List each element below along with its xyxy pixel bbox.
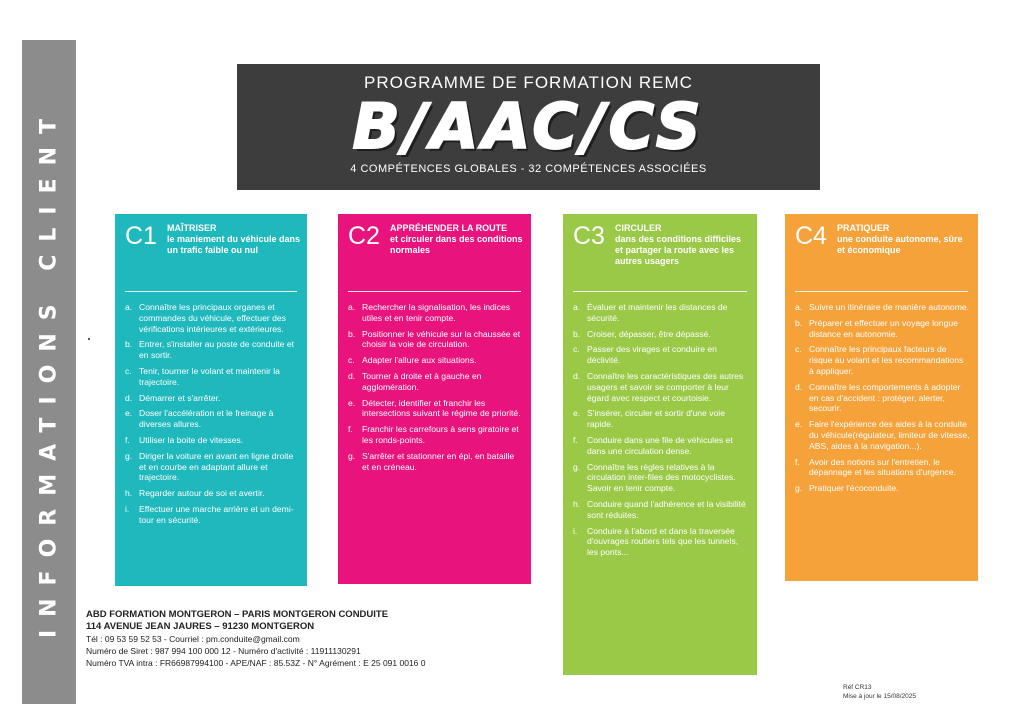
skill-item <box>125 488 299 499</box>
skill-text: Rechercher la signalisation, les indices utiles et en tenir compte. <box>362 302 511 323</box>
card-code: C1 <box>125 222 157 250</box>
update-date: Mise à jour le 15/08/2025 <box>843 693 916 700</box>
skill-item <box>573 408 749 430</box>
card-heading <box>615 223 751 267</box>
card-divider <box>795 291 968 292</box>
card-divider <box>348 291 521 292</box>
skill-item <box>125 393 299 404</box>
skill-marker: g. <box>348 450 356 461</box>
program-banner <box>237 64 820 190</box>
skill-item <box>125 302 299 334</box>
skill-text: Avoir des notions sur l'entretien, le dépannage et les situations d'urgence. <box>809 456 956 478</box>
card-heading <box>390 223 525 256</box>
skill-marker: b. <box>125 339 133 350</box>
skill-item <box>795 318 970 340</box>
skill-marker: a. <box>573 302 581 312</box>
skill-item <box>573 526 749 558</box>
skill-text: Tourner à droite et à gauche en agglomération. <box>362 370 482 392</box>
skill-marker: h. <box>573 498 581 509</box>
skill-text: Évaluer et maintenir les distances de sécurité. <box>587 302 728 323</box>
company-address: 114 AVENUE JEAN JAURES – 91230 MONTGERON <box>86 621 315 632</box>
skill-text: Connaître les principaux organes et commandes du véhicule, effectuer des vérifications intérieures et extérieures. <box>139 302 286 334</box>
company-vat: Numéro TVA intra : FR66987994100 - APE/NAF : 85.53Z - N° Agrément : E 25 091 0016 0 <box>86 658 426 668</box>
side-label: INFORMATIONS CLIENT <box>36 105 62 639</box>
skill-text: Démarrer et s'arrêter. <box>139 392 221 403</box>
skill-text: Suivre un itinéraire de manière autonome. <box>809 302 970 312</box>
skill-list <box>573 302 749 563</box>
skill-item <box>348 424 523 446</box>
skill-text: Connaître les règles relatives à la circulation inter-files des motocyclistes. Savoir en tenir compte. <box>587 461 736 494</box>
skill-item <box>795 344 970 376</box>
skill-marker: i. <box>573 525 578 536</box>
skill-item <box>125 339 299 361</box>
skill-item <box>795 483 970 494</box>
skill-text: Entrer, s'installer au poste de conduite et en sortir. <box>139 339 294 361</box>
skill-text: Croiser, dépasser, être dépassé. <box>587 328 711 339</box>
competence-card-c1 <box>115 214 307 586</box>
skill-item <box>573 302 749 324</box>
skill-item <box>795 457 970 479</box>
skill-marker: b. <box>348 328 356 339</box>
skill-marker: d. <box>795 381 803 392</box>
skill-marker: f. <box>125 434 130 445</box>
skill-item <box>348 398 523 420</box>
card-code: C4 <box>795 222 827 250</box>
skill-item <box>348 371 523 393</box>
company-siret: Numéro de Siret : 987 994 100 000 12 - Numéro d'activité : 11911130291 <box>86 646 361 656</box>
company-info <box>86 609 426 669</box>
skill-text: Effectuer une marche arrière et un demi-tour en sécurité. <box>139 503 294 525</box>
skill-text: Connaître les comportements à adopter en cas d'accident : protéger, alerter, secourir. <box>809 381 961 414</box>
skill-marker: e. <box>573 408 581 419</box>
skill-marker: f. <box>348 424 353 435</box>
banner-title: PROGRAMME DE FORMATION REMC <box>364 73 693 92</box>
skill-item <box>573 435 749 457</box>
card-title: MAÎTRISER <box>167 223 217 233</box>
skill-list <box>125 302 299 531</box>
skill-text: Connaître les caractéristiques des autres usagers et savoir se comporter à leur égard avec respect et courtoisie. <box>587 370 744 403</box>
skill-item <box>348 451 523 473</box>
skill-text: Regarder autour de soi et avertir. <box>139 488 265 499</box>
side-label-bar <box>22 40 76 704</box>
card-title: PRATIQUER <box>837 223 890 233</box>
card-title: APPRÉHENDER LA ROUTE <box>390 223 508 233</box>
skill-marker: d. <box>125 392 133 403</box>
skill-marker: c. <box>573 344 580 355</box>
stray-dot <box>88 338 90 340</box>
card-heading <box>837 223 972 256</box>
skill-marker: c. <box>125 365 132 376</box>
skill-text: Tenir, tourner le volant et maintenir la trajectoire. <box>139 365 280 387</box>
banner-big-title: B/AAC/CS <box>352 90 705 163</box>
skill-marker: c. <box>795 344 802 355</box>
skill-text: Franchir les carrefours à sens giratoire et les ronds-points. <box>362 424 519 445</box>
skill-text: Adapter l'allure aux situations. <box>362 355 477 366</box>
skill-marker: a. <box>348 302 356 312</box>
skill-item <box>125 366 299 388</box>
skill-text: Préparer et effectuer un voyage longue distance en autonomie. <box>809 317 958 339</box>
card-subtitle: et circuler dans des conditions normales <box>390 234 523 255</box>
skill-item <box>125 435 299 446</box>
skill-text: Pratiquer l'écoconduite. <box>809 483 899 494</box>
skill-item <box>573 499 749 521</box>
skill-item <box>125 504 299 526</box>
competence-card-c3 <box>563 214 757 675</box>
skill-item <box>795 382 970 414</box>
competence-card-c2 <box>338 214 531 584</box>
skill-item <box>348 302 523 324</box>
skill-marker: g. <box>795 483 803 494</box>
card-subtitle: une conduite autonome, sûre et économique <box>837 234 963 255</box>
skill-text: S'insérer, circuler et sortir d'une voie rapide. <box>587 408 725 430</box>
skill-marker: h. <box>125 488 133 499</box>
skill-item <box>573 329 749 340</box>
skill-item <box>125 451 299 483</box>
skill-item <box>125 408 299 430</box>
card-code: C2 <box>348 222 380 250</box>
skill-marker: g. <box>573 461 581 472</box>
skill-item <box>348 329 523 351</box>
skill-text: Utiliser la boite de vitesses. <box>139 434 244 445</box>
skill-marker: e. <box>795 419 803 430</box>
skill-marker: d. <box>348 370 356 381</box>
card-subtitle: le maniement du véhicule dans un trafic faible ou nul <box>167 234 301 255</box>
skill-marker: d. <box>573 370 581 381</box>
skill-marker: f. <box>573 434 578 445</box>
skill-text: Connaître les principaux facteurs de risque au volant et les recommandations à appliquer. <box>809 344 964 376</box>
competence-card-c4 <box>785 214 978 581</box>
skill-item <box>573 344 749 366</box>
skill-text: Conduire dans une file de véhicules et dans une circulation dense. <box>587 434 733 456</box>
skill-marker: a. <box>125 302 133 312</box>
skill-text: Passer des virages et conduire en déclivité. <box>587 344 717 366</box>
card-divider <box>573 291 747 292</box>
skill-marker: b. <box>573 328 581 339</box>
skill-text: Positionner le véhicule sur la chaussée et choisir la voie de circulation. <box>362 328 521 350</box>
skill-text: Diriger la voiture en avant en ligne droite et en courbe en adaptant allure et trajectoire. <box>139 450 294 483</box>
card-subtitle: dans des conditions difficiles et partager la route avec les autres usagers <box>615 234 742 266</box>
skill-text: S'arrêter et stationner en épi, en bataille et en créneau. <box>362 450 515 472</box>
card-divider <box>125 291 297 292</box>
skill-list <box>348 302 523 477</box>
skill-text: Faire l'expérience des aides à la conduite du véhicule(régulateur, limiteur de vitesse, ABS, aides à la navigation...). <box>809 419 970 451</box>
skill-item <box>573 371 749 403</box>
skill-marker: e. <box>125 408 133 419</box>
skill-text: Conduire à l'abord et dans la traversée d'ouvrages routiers tels que les tunnels, les ponts... <box>587 525 739 558</box>
skill-list <box>795 302 970 499</box>
skill-item <box>795 302 970 313</box>
skill-marker: g. <box>125 450 133 461</box>
skill-marker: a. <box>795 302 803 312</box>
skill-text: Détecter, identifier et franchir les intersections suivant le régime de priorité. <box>362 397 521 419</box>
company-name: ABD FORMATION MONTGERON – PARIS MONTGERON CONDUITE <box>86 609 389 620</box>
company-contact: Tél : 09 53 59 52 53 - Courriel : pm.conduite@gmail.com <box>86 634 300 644</box>
reference-code: Réf CR13 <box>843 684 872 691</box>
document-reference <box>843 683 916 701</box>
card-heading <box>167 223 301 256</box>
card-code: C3 <box>573 222 605 250</box>
skill-item <box>795 419 970 451</box>
card-title: CIRCULER <box>615 223 662 233</box>
skill-text: Doser l'accélération et le freinage à diverses allures. <box>139 408 274 430</box>
skill-item <box>573 462 749 494</box>
skill-item <box>348 355 523 366</box>
skill-marker: c. <box>348 355 355 366</box>
banner-subtitle: 4 COMPÉTENCES GLOBALES - 32 COMPÉTENCES ASSOCIÉES <box>350 163 707 175</box>
skill-marker: b. <box>795 317 803 328</box>
skill-text: Conduire quand l'adhérence et la visibilité sont réduites. <box>587 498 746 520</box>
skill-marker: i. <box>125 503 130 514</box>
skill-marker: e. <box>348 397 356 408</box>
skill-marker: f. <box>795 456 800 467</box>
